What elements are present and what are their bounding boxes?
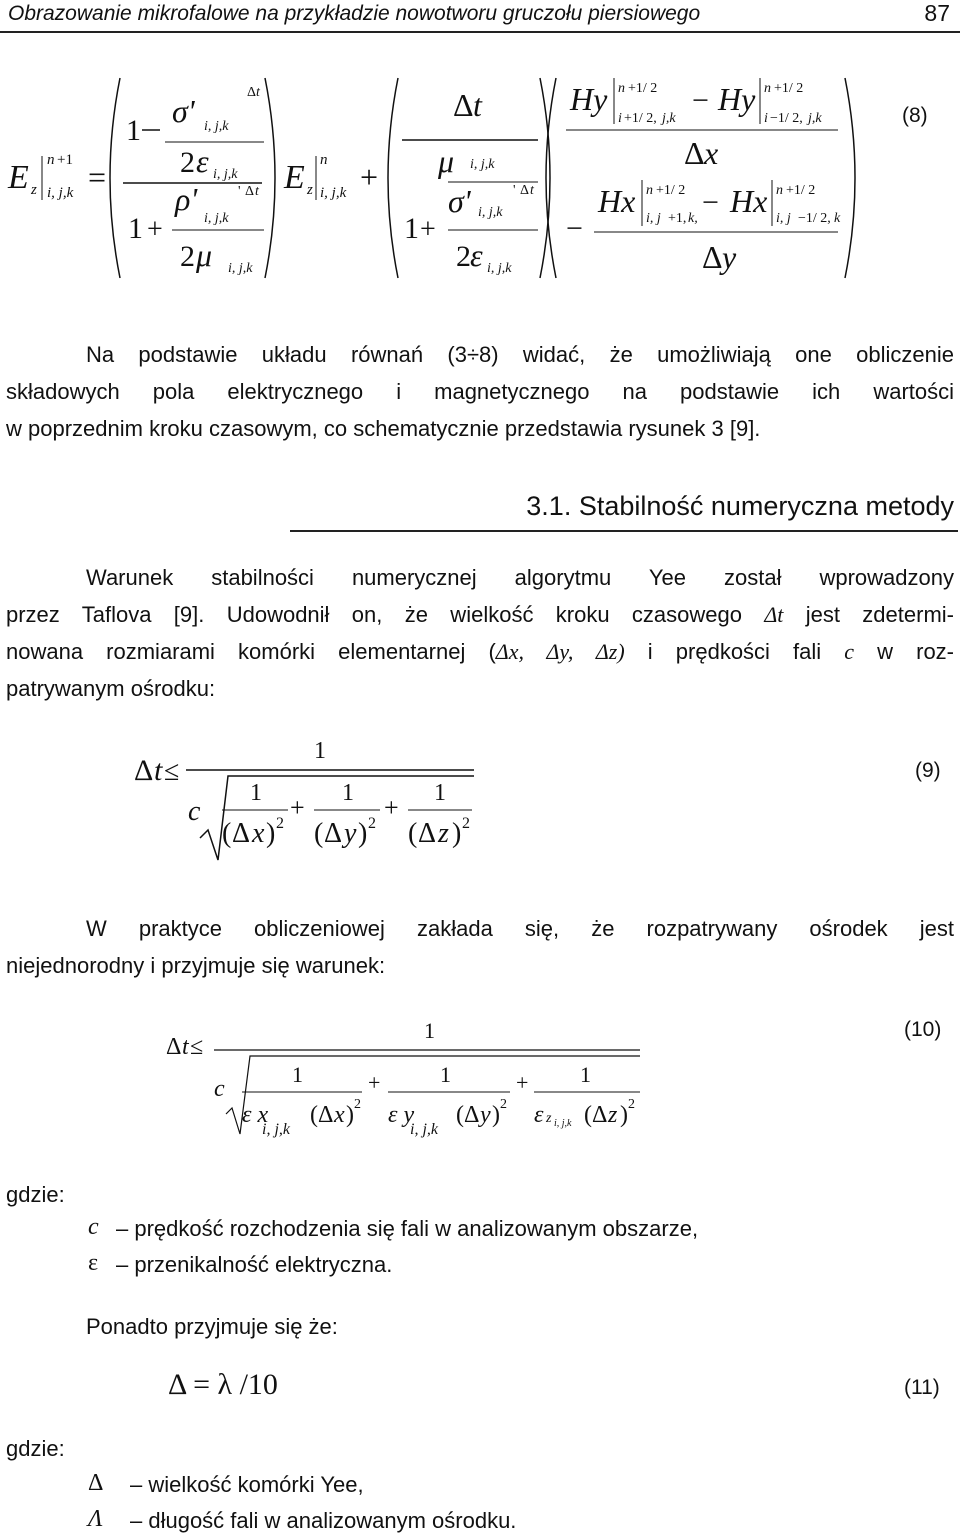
svg-text:): )	[492, 1102, 500, 1128]
svg-text:t: t	[182, 1034, 189, 1060]
svg-text:t: t	[154, 754, 163, 787]
svg-text:1: 1	[404, 212, 419, 245]
svg-text:(: (	[584, 1102, 592, 1128]
svg-text:≤: ≤	[190, 1034, 204, 1060]
svg-text:σ': σ'	[448, 183, 471, 219]
section-title: 3.1. Stabilność numeryczna metody	[526, 491, 954, 521]
svg-text:−1/ 2,: −1/ 2,	[798, 211, 831, 226]
def-text-delta: – wielkość komórki Yee,	[130, 1472, 364, 1497]
svg-text:t: t	[473, 87, 482, 123]
svg-text:Δ: Δ	[324, 818, 343, 849]
svg-text:Δ: Δ	[245, 184, 255, 199]
paragraph-1-line-1: Na podstawie układu równań (3÷8) widać, że umożliwiają one obliczenie	[86, 342, 954, 367]
svg-text:ε y: ε y	[388, 1102, 415, 1128]
svg-text:2: 2	[180, 240, 195, 273]
paragraph-1-line-2: składowych pola elektrycznego i magnetycznego na podstawie ich wartości	[6, 379, 954, 404]
svg-text:+1/ 2,: +1/ 2,	[624, 111, 657, 126]
svg-text:i, j: i, j	[646, 211, 661, 226]
svg-text:ε x: ε x	[242, 1102, 269, 1128]
svg-text:i, j,k: i, j,k	[478, 205, 503, 220]
svg-text:z: z	[438, 818, 449, 849]
svg-text:μ: μ	[196, 237, 213, 273]
svg-text:+: +	[516, 1070, 529, 1095]
svg-text:Δ: Δ	[247, 85, 257, 100]
paragraph-2-line-4: patrywanym ośrodku:	[6, 676, 216, 701]
svg-text:1: 1	[440, 1062, 451, 1087]
section-rule	[290, 530, 958, 532]
paragraph-3	[6, 910, 954, 984]
svg-text:+: +	[420, 214, 436, 245]
paragraph-2-line-2b: jest zdetermi-	[783, 602, 954, 627]
svg-text:Hy: Hy	[718, 81, 756, 117]
paragraph-3-line-2: niejednorodny i przyjmuje się warunek:	[6, 953, 386, 978]
svg-text:+: +	[147, 214, 163, 245]
svg-text:1: 1	[126, 114, 141, 147]
def-symbol-epsilon: ε	[88, 1250, 99, 1276]
svg-text:+1/ 2: +1/ 2	[774, 81, 804, 96]
svg-text:+: +	[360, 159, 379, 195]
svg-text:c: c	[214, 1076, 225, 1102]
cell-dims-symbol: Δx, Δy, Δz)	[495, 639, 625, 664]
svg-text:Hx: Hx	[730, 183, 768, 219]
svg-text:ε: ε	[470, 237, 483, 273]
svg-text:Hy: Hy	[570, 81, 608, 117]
svg-text:i, j,k: i, j,k	[320, 185, 347, 201]
svg-text:2: 2	[354, 1097, 361, 1112]
svg-text:n: n	[776, 183, 783, 198]
svg-text:+1/ 2: +1/ 2	[628, 81, 658, 96]
svg-text:2: 2	[456, 240, 471, 273]
svg-text:c: c	[188, 796, 201, 827]
page-number: 87	[924, 0, 950, 26]
where-label-2: gdzie:	[6, 1436, 65, 1461]
svg-text:x: x	[334, 1102, 345, 1128]
c-symbol: c	[844, 639, 855, 664]
svg-text:+1,: +1,	[668, 211, 687, 226]
svg-text:(: (	[314, 818, 324, 849]
svg-text:i, j,k: i, j,k	[47, 185, 74, 201]
paragraph-3-line-1: W praktyce obliczeniowej zakłada się, że rozpatrywany ośrodek jest	[86, 916, 954, 941]
svg-text:n: n	[618, 81, 625, 96]
svg-text:): )	[620, 1102, 628, 1128]
def-text-lambda: – długość fali w analizowanym ośrodku.	[130, 1508, 517, 1533]
svg-text:σ': σ'	[172, 93, 195, 129]
svg-text:n: n	[47, 152, 55, 168]
equation-10-number: (10)	[904, 1018, 942, 1041]
delta-t-symbol: Δt	[764, 602, 784, 627]
svg-text:−: −	[702, 186, 719, 219]
svg-text:t: t	[530, 183, 534, 198]
running-header-title: Obrazowanie mikrofalowe na przykładzie nowotworu gruczołu piersiowego	[8, 2, 701, 25]
svg-text:1: 1	[250, 780, 262, 806]
svg-text:(: (	[408, 818, 418, 849]
svg-text:t: t	[255, 184, 259, 199]
svg-text:Δ: Δ	[520, 183, 530, 198]
svg-text:n: n	[320, 152, 328, 168]
paragraph-2-line-2a: przez Taflova [9]. Udowodnił on, że wielkość kroku czasowego	[6, 602, 765, 627]
svg-text:Δ: Δ	[464, 1102, 480, 1128]
svg-text:Δ: Δ	[166, 1034, 182, 1060]
svg-text:Δ: Δ	[134, 754, 154, 787]
svg-text:1: 1	[434, 780, 446, 806]
svg-text:n: n	[764, 81, 771, 96]
paragraph-2-line-3b: i prędkości fali	[624, 639, 845, 664]
svg-text:1: 1	[128, 212, 143, 245]
paragraph-2	[6, 559, 954, 707]
svg-text:Δ: Δ	[702, 239, 723, 275]
paragraph-2-line-3d: w roz-	[854, 639, 955, 664]
def-text-epsilon: – przenikalność elektryczna.	[116, 1252, 393, 1277]
svg-text:': '	[513, 183, 516, 198]
svg-text:≤: ≤	[164, 756, 180, 787]
svg-text:i, j,k: i, j,k	[228, 261, 253, 276]
svg-text:2: 2	[462, 815, 470, 832]
svg-text:': '	[238, 184, 241, 199]
svg-text:E: E	[284, 159, 305, 196]
svg-text:j,k: j,k	[808, 111, 822, 126]
def-symbol-c: c	[88, 1214, 99, 1240]
svg-text:i, j,k: i, j,k	[470, 157, 495, 172]
svg-text:1: 1	[314, 738, 326, 764]
svg-text:+1: +1	[57, 152, 73, 168]
svg-text:ε: ε	[196, 143, 209, 179]
svg-text:2: 2	[180, 146, 195, 179]
svg-text:z: z	[546, 1111, 552, 1126]
svg-text:y: y	[480, 1102, 491, 1128]
svg-text:i, j: i, j	[776, 211, 791, 226]
svg-text:2: 2	[500, 1097, 507, 1112]
paragraph-1	[6, 336, 954, 447]
svg-text:E: E	[8, 159, 29, 196]
svg-text:i, j,k: i, j,k	[410, 1121, 438, 1138]
svg-text:): )	[266, 818, 276, 849]
paragraph-1-line-3: w poprzednim kroku czasowym, co schematycznie przedstawia rysunek 3 [9].	[6, 416, 761, 441]
svg-text:(: (	[310, 1102, 318, 1128]
equation-9	[0, 730, 960, 870]
svg-text:x: x	[252, 818, 265, 849]
svg-text:−: −	[566, 212, 583, 245]
svg-text:x: x	[704, 135, 719, 171]
svg-text:+: +	[290, 793, 305, 822]
svg-text:ε: ε	[534, 1102, 544, 1128]
equation-11-number: (11)	[904, 1376, 940, 1399]
svg-text:i, j,k: i, j,k	[487, 261, 512, 276]
svg-text:=: =	[88, 159, 107, 195]
svg-text:i, j,k: i, j,k	[554, 1118, 572, 1129]
svg-text:j,k: j,k	[662, 111, 676, 126]
svg-text:−1/ 2,: −1/ 2,	[770, 111, 803, 126]
svg-text:Δ: Δ	[232, 818, 251, 849]
equation-9-number: (9)	[915, 759, 941, 782]
svg-text:i, j,k: i, j,k	[262, 1121, 290, 1138]
svg-text:+: +	[384, 793, 399, 822]
section-heading	[290, 491, 958, 532]
svg-text:k: k	[834, 211, 841, 226]
svg-text:y: y	[722, 239, 737, 275]
svg-text:): )	[346, 1102, 354, 1128]
svg-text:Hx: Hx	[598, 183, 636, 219]
header-rule	[0, 31, 960, 33]
svg-text:n: n	[646, 183, 653, 198]
svg-text:z: z	[307, 182, 313, 198]
svg-text:Δ: Δ	[592, 1102, 608, 1128]
equation-8	[0, 60, 960, 290]
svg-text:2: 2	[276, 815, 284, 832]
svg-text:(: (	[222, 818, 232, 849]
svg-text:i, j,k: i, j,k	[204, 211, 229, 226]
svg-text:y: y	[344, 818, 357, 849]
svg-text:Δ: Δ	[684, 135, 705, 171]
svg-text:−: −	[692, 84, 709, 117]
equation-8-number: (8)	[902, 104, 928, 127]
svg-text:i: i	[618, 111, 622, 126]
svg-text:t: t	[256, 85, 260, 100]
svg-text:1: 1	[292, 1062, 303, 1087]
svg-text:+: +	[368, 1070, 381, 1095]
svg-text:i: i	[764, 111, 768, 126]
paragraph-2-line-3a: nowana rozmiarami komórki elementarnej (	[6, 639, 496, 664]
paragraph-2-line-1: Warunek stabilności numerycznej algorytmu Yee został wprowadzony	[86, 565, 954, 590]
svg-text:Δ: Δ	[453, 87, 474, 123]
svg-text:2: 2	[368, 815, 376, 832]
svg-text:+1/ 2: +1/ 2	[786, 183, 816, 198]
svg-text:1: 1	[580, 1062, 591, 1087]
svg-text:1: 1	[424, 1018, 435, 1043]
svg-text:Δ: Δ	[318, 1102, 334, 1128]
def-symbol-lambda: Λ	[88, 1506, 103, 1532]
svg-text:i, j,k: i, j,k	[213, 167, 238, 182]
equation-11: Δ = λ /10	[168, 1368, 278, 1401]
svg-text:): )	[452, 818, 462, 849]
def-text-c: – prędkość rozchodzenia się fali w analizowanym obszarze,	[116, 1216, 699, 1241]
def-symbol-delta: Δ	[88, 1470, 104, 1496]
svg-text:): )	[358, 818, 368, 849]
svg-text:i, j,k: i, j,k	[204, 119, 229, 134]
svg-text:+1/ 2: +1/ 2	[656, 183, 686, 198]
svg-text:k,: k,	[688, 211, 698, 226]
svg-text:μ: μ	[438, 143, 455, 179]
equation-10	[0, 1010, 960, 1140]
svg-text:ρ': ρ'	[175, 181, 198, 217]
svg-text:z: z	[608, 1102, 618, 1128]
where-label-1: gdzie:	[6, 1182, 65, 1207]
svg-text:(: (	[456, 1102, 464, 1128]
svg-text:2: 2	[628, 1097, 635, 1112]
svg-text:1: 1	[342, 780, 354, 806]
svg-text:Δ: Δ	[418, 818, 437, 849]
paragraph-4: Ponadto przyjmuje się że:	[86, 1314, 338, 1339]
svg-text:z: z	[31, 182, 37, 198]
